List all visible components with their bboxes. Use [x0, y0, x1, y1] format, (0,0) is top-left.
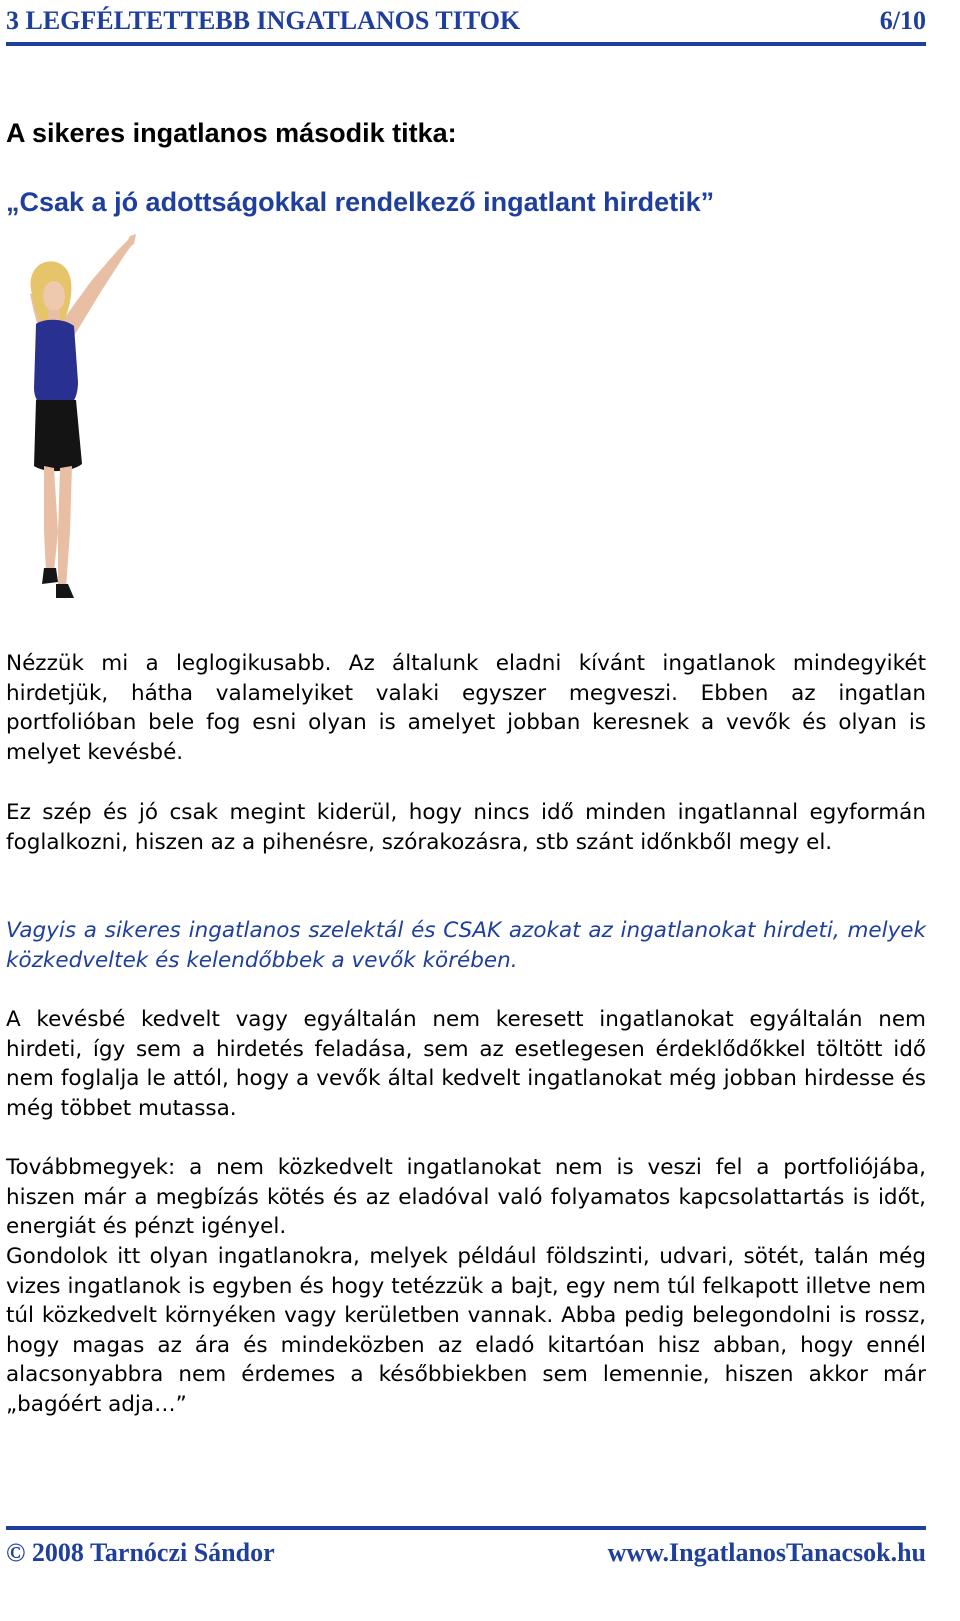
- page-footer: [6, 1526, 926, 1574]
- copyright-notice: © 2008 Tarnóczi Sándor: [6, 1538, 275, 1567]
- woman-illustration-svg: [26, 232, 144, 602]
- page-header: [6, 2, 926, 46]
- page-number: 6/10: [879, 6, 926, 35]
- woman-pointing-up-illustration: [26, 232, 144, 602]
- website-url: www.IngatlanosTanacsok.hu: [607, 1538, 926, 1567]
- body-paragraph: Továbbmegyek: a nem közkedvelt ingatlanokat nem is veszi fel a portfoliójába, hiszen már a megbízás kötés és az eladóval való folyamatos kapcsolattartás is időt, energiát és pénzt igényel.: [6, 1155, 926, 1240]
- body-paragraph: Gondolok itt olyan ingatlanokra, melyek például földszinti, udvari, sötét, talán még vizes ingatlanok is egyben és hogy tetézzük a bajt, egy nem túl felkapott illetve nem túl közkedvelt környéken vagy kerületben vannak. Abba pedig belegondolni is rossz, hogy magas az ára és mindeközben az eladó kitartóan hisz abban, hogy ennél alacsonyabbra nem érdemes a későbbiekben sem lemennie, hiszen akkor már „bagóért adja…”: [6, 1244, 926, 1417]
- body-paragraph: Ez szép és jó csak megint kiderül, hogy nincs idő minden ingatlannal egyformán foglalkozni, hiszen az a pihenésre, szórakozásra, stb szánt időnkből megy el.: [6, 800, 926, 855]
- section-heading: A sikeres ingatlanos második titka:: [6, 118, 457, 148]
- section-subheading: „Csak a jó adottságokkal rendelkező ingatlant hirdetik”: [6, 187, 715, 217]
- emphasis-paragraph: Vagyis a sikeres ingatlanos szelektál és CSAK azokat az ingatlanokat hirdeti, melyek közkedveltek és kelendőbbek a vevők körében.: [6, 918, 926, 973]
- body-paragraph: Nézzük mi a leglogikusabb. Az általunk eladni kívánt ingatlanok mindegyikét hirdetjük, hátha valamelyiket valaki egyszer megveszi. Ebben az ingatlan portfolióban bele fog esni olyan is amelyet jobban keresnek a vevők és olyan is melyet kevésbé.: [6, 651, 926, 765]
- document-title: 3 LEGFÉLTETTEBB INGATLANOS TITOK: [6, 6, 521, 35]
- body-paragraph: A kevésbé kedvelt vagy egyáltalán nem keresett ingatlanokat egyáltalán nem hirdeti, így sem a hirdetés feladása, sem az esetlegesen érdeklődőkkel töltött idő nem foglalja le attól, hogy a vevők által kedvelt ingatlanokat még jobban hirdesse és még többet mutassa.: [6, 1007, 926, 1121]
